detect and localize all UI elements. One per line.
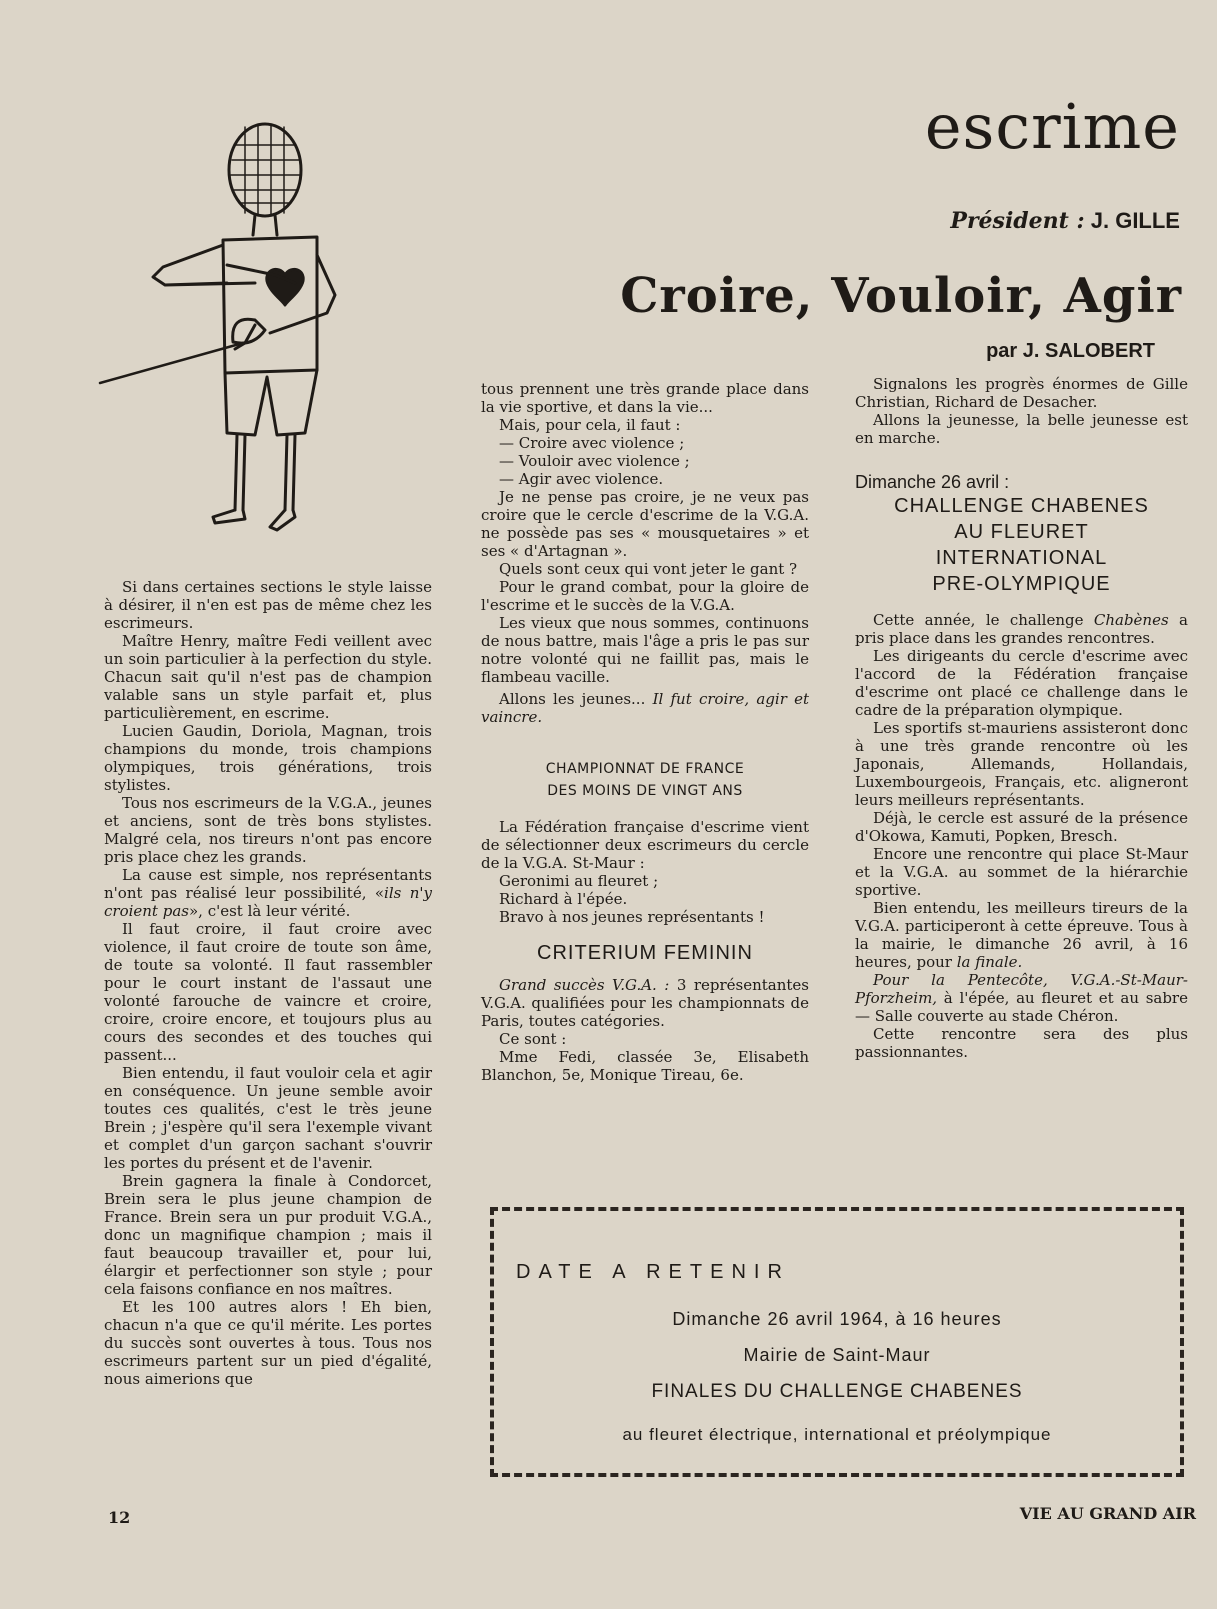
fencer-illustration [95,115,355,545]
paragraph: Les dirigeants du cercle d'escrime avec l'accord de la Fédération française d'escrime ont placé ce challenge dans le cadre de la préparation olympique. [855,647,1188,719]
paragraph: Cette rencontre sera des plus passionnantes. [855,1025,1188,1061]
paragraph: Déjà, le cercle est assuré de la présence d'Okowa, Kamuti, Popken, Bresch. [855,809,1188,845]
list-item: — Croire avec violence ; [499,434,685,452]
event-heading-line: INTERNATIONAL [935,547,1108,569]
magazine-title: VIE AU GRAND AIR [1019,1504,1196,1523]
text-run: à l'épée, au fleuret et au sabre — Salle couverte au stade Chéron. [855,989,1188,1025]
text-run: », c'est là leur vérité. [188,902,351,920]
paragraph: Allons la jeunesse, la belle jeunesse est en marche. [855,411,1188,447]
paragraph: Richard à l'épée. [499,890,628,908]
date-box-line: Dimanche 26 avril 1964, à 16 heures [672,1309,1002,1329]
paragraph: Maître Henry, maître Fedi veillent avec un soin particulier à la perfection du style. Chacun sait qu'il n'est pas de champion valable sans un style parfait et, plus particulièrement, en escrime. [104,632,432,722]
president-name: J. GILLE [1090,208,1180,233]
text-run: 3 représentantes V.G.A. qualifiées pour les championnats de Paris, toutes catégories. [481,976,809,1030]
emphasis: Il fut croire, agir et vaincre. [481,690,809,726]
event-date: Dimanche 26 avril : [855,472,1010,492]
page-number: 12 [108,1508,131,1527]
paragraph: Si dans certaines sections le style laisse à désirer, il n'en est pas de même chez les escrimeurs. [104,578,432,632]
text-run: Bien entendu, les meilleurs tireurs de la V.G.A. participeront à cette épreuve. Tous à la mairie, le dimanche 26 avril, à 16 heures, pour [855,899,1188,971]
section-title: escrime [924,90,1180,163]
paragraph [481,690,809,726]
article-column-2 [481,380,809,1084]
paragraph: Les vieux que nous sommes, continuons de nous battre, mais l'âge a pris le pas sur notre volonté qui ne faillit pas, mais le flambeau vacille. [481,614,809,686]
paragraph: Mme Fedi, classée 3e, Elisabeth Blanchon, 5e, Monique Tireau, 6e. [481,1048,809,1084]
paragraph: La Fédération française d'escrime vient de sélectionner deux escrimeurs du cercle de la V.G.A. St-Maur : [481,818,809,872]
paragraph [855,611,1188,647]
emphasis: Chabènes [1093,611,1169,629]
subheading-criterium: CRITERIUM FEMININ [537,942,753,964]
text-run: a pris place dans les grandes rencontres. [855,611,1188,647]
paragraph [855,971,1188,1025]
event-heading-line: CHALLENGE CHABENES [894,495,1149,517]
date-announcement-box [490,1207,1184,1477]
paragraph: Bien entendu, il faut vouloir cela et agir en conséquence. Un jeune semble avoir toutes ces qualités, c'est le très jeune Brein ; j'espère qu'il sera l'exemple vivant et complet d'un garçon sachant s'ouvrir les portes du présent et de l'avenir. [104,1064,432,1172]
subheading-line: CHAMPIONNAT DE FRANCE [545,761,745,777]
paragraph: Quels sont ceux qui vont jeter le gant ? [499,560,798,578]
article-column-1 [104,578,432,1388]
paragraph: Bravo à nos jeunes représentants ! [499,908,765,926]
paragraph: Encore une rencontre qui place St-Maur et la V.G.A. au sommet de la hiérarchie sportive. [855,845,1188,899]
paragraph: Mais, pour cela, il faut : [499,416,681,434]
event-heading-line: PRE-OLYMPIQUE [932,573,1111,595]
paragraph: Ce sont : [499,1030,567,1048]
paragraph: Je ne pense pas croire, je ne veux pas croire que le cercle d'escrime de la V.G.A. ne possède pas ses « mousquetaires » et ses « d'Artagnan ». [481,488,809,560]
paragraph: tous prennent une très grande place dans la vie sportive, et dans la vie... [481,380,809,416]
text-run: Allons les jeunes... [499,690,646,708]
emphasis: Grand succès V.G.A. : [499,976,670,994]
paragraph: Les sportifs st-mauriens assisteront donc à une très grande rencontre où les Japonais, Allemands, Hollandais, Luxembourgeois, Français, etc. aligneront leurs meilleurs représentants. [855,719,1188,809]
date-box-line: FINALES DU CHALLENGE CHABENES [651,1381,1023,1402]
paragraph [481,976,809,1030]
subheading-line: DES MOINS DE VINGT ANS [547,783,743,799]
paragraph: Et les 100 autres alors ! Eh bien, chacun n'a que ce qu'il mérite. Les portes du succès sont ouvertes à tous. Tous nos escrimeurs partent sur un pied d'égalité, nous aimerions que [104,1298,432,1388]
date-box-line: Mairie de Saint-Maur [743,1345,931,1365]
president-line [880,208,1180,234]
article-column-3 [855,375,1188,1061]
paragraph: Il faut croire, il faut croire avec violence, il faut croire de toute son âme, de toute sa volonté. Il faut rassembler pour le court instant de l'assaut une volonté farouche de vaincre et croire, croire, croire encore, et toujours plus au cours des secondes et des touches qui passent... [104,920,432,1064]
headline: Croire, Vouloir, Agir [620,268,1182,324]
paragraph: Geronimi au fleuret ; [499,872,659,890]
emphasis: Pour la Pentecôte, V.G.A.-St-Maur-Pforzheim, [855,971,1188,1007]
paragraph: Tous nos escrimeurs de la V.G.A., jeunes et anciens, sont de très bons stylistes. Malgré cela, nos tireurs n'ont pas encore pris place chez les grands. [104,794,432,866]
emphasis: la finale. [956,953,1023,971]
paragraph: Pour le grand combat, pour la gloire de l'escrime et le succès de la V.G.A. [481,578,809,614]
list-item: — Vouloir avec violence ; [499,452,690,470]
text-run: Cette année, le challenge [873,611,1084,629]
event-heading [855,493,1188,597]
paragraph [104,866,432,920]
byline: par J. SALOBERT [986,340,1155,362]
emphasis: ils n'y croient pas [104,884,432,920]
text-run: La cause est simple, nos représentants n'ont pas réalisé leur possibilité, « [104,866,432,902]
paragraph: Brein gagnera la finale à Condorcet, Brein sera le plus jeune champion de France. Brein sera un pur produit V.G.A., donc un magnifique champion ; mais il faut beaucoup travailler et, pour lui, élargir et perfectionner son style ; pour cela faisons confiance en nos maîtres. [104,1172,432,1298]
paragraph [855,899,1188,971]
date-box-line: au fleuret électrique, international et préolympique [622,1425,1052,1444]
paragraph: Lucien Gaudin, Doriola, Magnan, trois champions du monde, trois champions olympiques, trois générations, trois stylistes. [104,722,432,794]
date-box-title: DATE A RETENIR [516,1261,790,1283]
event-heading-line: AU FLEURET [954,521,1089,543]
paragraph: Signalons les progrès énormes de Gille Christian, Richard de Desacher. [855,375,1188,411]
subheading-championnat [481,758,809,802]
president-label: Président : [950,208,1085,234]
list-item: — Agir avec violence. [499,470,664,488]
